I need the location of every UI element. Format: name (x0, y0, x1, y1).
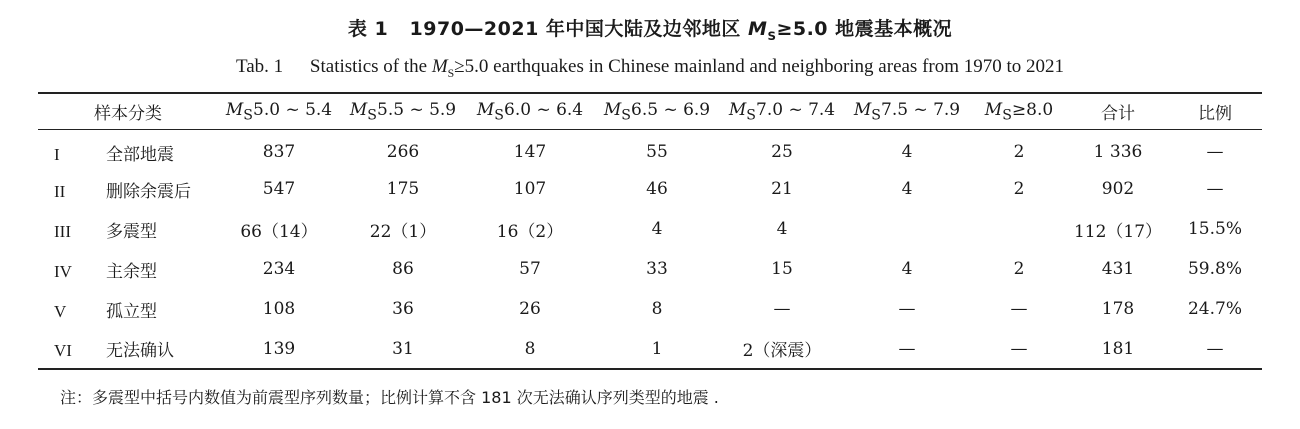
table-cell: 4 (901, 142, 913, 163)
table-cell: — (1010, 299, 1028, 319)
column-header: 比例 (1168, 93, 1262, 129)
title-en-magnitude: $M_S$ (431, 56, 455, 80)
table-cell: 22（1） (369, 221, 437, 242)
row-category (38, 169, 218, 209)
table-cell: 31 (340, 329, 466, 369)
title-cn-condition: ≥5.0 (776, 18, 829, 40)
earthquake-statistics-table (38, 92, 1262, 370)
row-name: 删除余震后 (106, 181, 191, 202)
table-cell: 57 (519, 259, 541, 279)
table-cell: 24.7% (1187, 299, 1242, 319)
table-cell: 2 (1013, 259, 1025, 279)
table-cell: — (1206, 142, 1224, 163)
title-cn-main: 1970—2021 年中国大陆及边邻地区 (409, 18, 741, 40)
table-title-en (0, 56, 1300, 81)
table-cell: 1 336 (1093, 142, 1143, 163)
row-category (38, 289, 218, 329)
table-row (38, 249, 1262, 289)
row-id: II (54, 181, 66, 201)
table-cell (844, 209, 970, 249)
table-cell: 4 (651, 219, 663, 239)
table-cell: 108 (262, 299, 296, 319)
table-cell: — (844, 329, 970, 369)
table-cell: 234 (262, 259, 296, 279)
table-cell: 902 (1101, 179, 1135, 199)
table-cell: 112（17） (1073, 221, 1163, 242)
table-cell: 55 (646, 142, 668, 163)
title-en-prefix: Tab. 1 (235, 56, 284, 77)
table-cell: 178 (1101, 299, 1135, 319)
table-row (38, 129, 1262, 169)
table-cell: 36 (392, 299, 414, 319)
table-cell: 33 (646, 259, 668, 279)
table-cell: 15 (771, 259, 793, 279)
table-cell: 59.8% (1187, 259, 1242, 279)
title-en-text1: Statistics of the (309, 56, 428, 77)
row-category (38, 249, 218, 289)
table-cell: 25 (771, 142, 793, 163)
table-row (38, 329, 1262, 369)
table-body (38, 129, 1262, 369)
table-cell: 181 (1068, 329, 1168, 369)
table-cell: 266 (386, 142, 420, 163)
column-header: $M_S7.0$ ~ 7.4 (720, 93, 844, 129)
row-category (38, 329, 218, 369)
row-name: 多震型 (106, 221, 157, 242)
row-id: V (54, 301, 67, 321)
table-row (38, 169, 1262, 209)
table-cell: 1 (594, 329, 720, 369)
table-cell: 2 (1013, 179, 1025, 199)
table-cell: — (970, 329, 1068, 369)
title-cn-suffix: 地震基本概况 (835, 18, 953, 40)
table-cell: 107 (513, 179, 547, 199)
table-cell: 2（深震） (720, 329, 844, 369)
table-cell: 4 (901, 259, 913, 279)
table-title-cn (0, 14, 1300, 43)
column-header: $M_S7.5$ ~ 7.9 (844, 93, 970, 129)
table-cell: 4 (776, 219, 788, 239)
row-category (38, 209, 218, 249)
row-id: VI (54, 341, 72, 360)
row-category (38, 129, 218, 169)
table-cell: — (1206, 179, 1224, 199)
column-header: $M_S\ge 8.0$ (970, 93, 1068, 129)
table-cell: 837 (262, 142, 296, 163)
table-cell: 147 (513, 142, 547, 163)
table-cell (970, 209, 1068, 249)
column-header: $M_S6.0$ ~ 6.4 (466, 93, 594, 129)
table-cell: 547 (262, 179, 296, 199)
table-footnote: 注：多震型中括号内数值为前震型序列数量；比例计算不含 181 次无法确认序列类型的地震 . (60, 388, 719, 407)
title-en-text2: ≥5.0 earthquakes in Chinese mainland and neighboring areas from 1970 to 2021 (454, 56, 1065, 77)
table-row (38, 209, 1262, 249)
title-cn-prefix: 表 1 (347, 18, 389, 40)
table-cell: — (773, 299, 791, 319)
row-id: IV (54, 261, 72, 281)
table-cell: 86 (392, 259, 414, 279)
table-cell: 2 (1013, 142, 1025, 163)
header-row (38, 93, 1262, 129)
column-header: 样本分类 (38, 93, 218, 129)
row-id: III (54, 221, 71, 241)
table-cell: — (898, 299, 916, 319)
row-name: 孤立型 (106, 301, 157, 322)
table-cell: 139 (218, 329, 340, 369)
table-cell: 21 (771, 179, 793, 199)
column-header: $M_S6.5$ ~ 6.9 (594, 93, 720, 129)
table-cell: 8 (651, 299, 663, 319)
row-name: 无法确认 (106, 341, 174, 361)
table-cell: 66（14） (240, 221, 318, 242)
table-row (38, 289, 1262, 329)
title-cn-magnitude: $M_S$ (748, 18, 777, 43)
table-cell: 431 (1101, 259, 1135, 279)
table-cell: 8 (466, 329, 594, 369)
table-cell: 175 (386, 179, 420, 199)
column-header: $M_S5.5$ ~ 5.9 (340, 93, 466, 129)
table-cell: — (1168, 329, 1262, 369)
column-header: 合计 (1068, 93, 1168, 129)
table-cell: 26 (519, 299, 541, 319)
table-cell: 16（2） (496, 221, 564, 242)
row-name: 全部地震 (106, 144, 174, 165)
table-cell: 46 (646, 179, 668, 199)
column-header: $M_S5.0$ ~ 5.4 (218, 93, 340, 129)
row-id: I (54, 144, 60, 164)
table-cell: 15.5% (1187, 219, 1242, 239)
table-cell: 4 (901, 179, 913, 199)
row-name: 主余型 (106, 261, 157, 282)
